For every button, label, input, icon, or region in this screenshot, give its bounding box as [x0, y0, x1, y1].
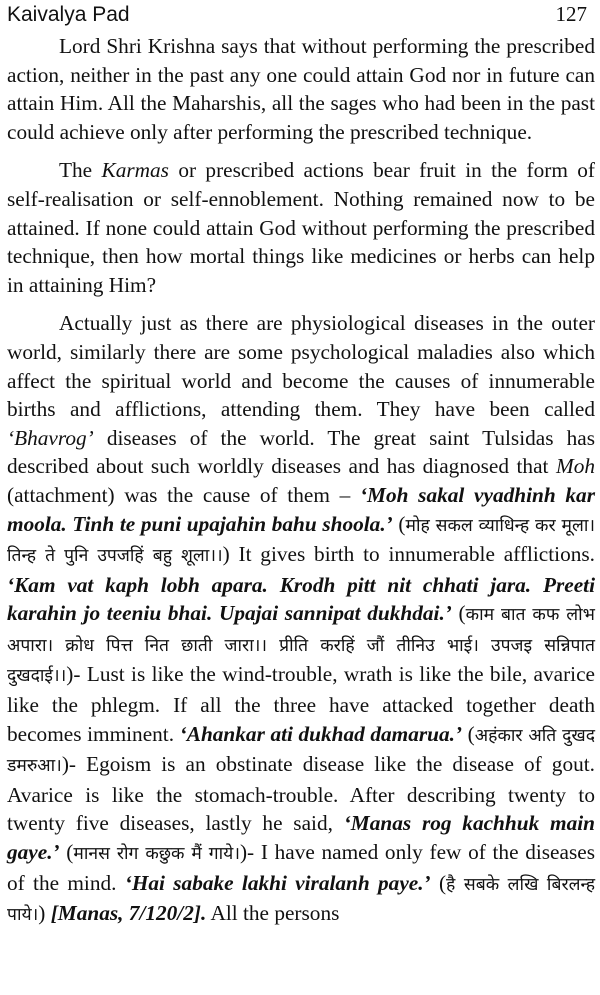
text-run: (attachment) was the cause of them – — [7, 482, 360, 507]
body-text — [7, 32, 595, 930]
text-run: ) It gives birth to innumerable afflictions. — [222, 542, 595, 567]
hindi-quote: काम बात कफ लोभ अपारा। क्रोध पित्त नित छाती जारा।। प्रीति करहिं जौं तीनिउ भाई। उपजइ सन्निपात दुखदाई।। — [7, 605, 595, 687]
hindi-quote: मोह सकल व्याधिन्ह कर मूला। तिन्ह ते पुनि उपजहिं बहु शूला।। — [7, 515, 595, 567]
hindi-quote: अहंकार अति दुखद डमरुआ। — [7, 725, 595, 777]
text-run: )- Egoism is an obstinate disease like the disease of gout. Avarice is like the stomach-trouble. After describing twenty to twenty five diseases, lastly he said, — [7, 752, 595, 836]
page-number: 127 — [555, 2, 587, 26]
running-header — [7, 0, 595, 32]
text-run: Actually just as there are physiological diseases in the outer world, similarly there are some psychological maladies also which affect the spiritual world and become the causes of innumerable births and afflictions, attending them. They have been called — [7, 311, 595, 422]
verse-quote: ‘Hai sabake lakhi viralanh paye.’ — [124, 870, 431, 895]
text-run: The — [59, 158, 102, 183]
paragraph — [7, 309, 595, 929]
chapter-title: Kaivalya Pad — [7, 3, 130, 26]
text-run: Lord Shri Krishna says that without performing the prescribed action, neither in the past any one could attain God nor in future can attain Him. All the Maharshis, all the sages who had been in the past could achieve only after performing the prescribed technique. — [7, 34, 595, 144]
verse-quote: ‘Moh sakal vyadhinh kar moola. Tinh te puni upajahin bahu shoola.’ — [7, 482, 595, 536]
verse-quote: [Manas, 7/120/2]. — [50, 901, 207, 926]
text-run: ( — [451, 601, 466, 626]
text-run: ( — [392, 511, 406, 536]
italic-term: ‘Bhavrog’ — [7, 425, 94, 450]
hindi-quote: मानस रोग कछुक मैं गाये। — [73, 844, 240, 865]
paragraph — [7, 32, 595, 146]
text-run: diseases of the world. The great saint Tulsidas has described about such worldly diseases and has diagnosed that — [7, 425, 595, 479]
verse-quote: ‘Kam vat kaph lobh apara. Krodh pitt nit chhati jara. Preeti karahin jo teeniu bhai. Upajai sannipat dukhdai.’ — [7, 572, 595, 626]
text-run: )- I have named only few of the diseases of the mind. — [7, 840, 595, 895]
text-run: ( — [59, 840, 74, 865]
italic-term: Karmas — [101, 158, 169, 183]
text-run: or prescribed actions bear fruit in the form of self-realisation or self-ennoblement. Nothing remained now to be attained. If none could attain God without performing the prescribed technique, then how mortal things like medicines or herbs can help in attaining Him? — [7, 158, 595, 297]
text-run: All the persons — [206, 901, 340, 926]
text-run: ( — [462, 721, 475, 746]
hindi-quote: है सबके लखि बिरलन्ह पाये। — [7, 874, 595, 926]
paragraph — [7, 156, 595, 299]
italic-term: Moh — [555, 454, 595, 479]
verse-quote: ‘Ahankar ati dukhad damarua.’ — [179, 721, 463, 746]
text-run: ) — [38, 901, 51, 926]
text-run: ( — [430, 870, 447, 895]
text-run: )- Lust is like the wind-trouble, wrath is like the bile, avarice like the phlegm. If all the three have attacked together death becomes imminent. — [7, 662, 595, 746]
verse-quote: ‘Manas rog kachhuk main gaye.’ — [7, 811, 595, 865]
